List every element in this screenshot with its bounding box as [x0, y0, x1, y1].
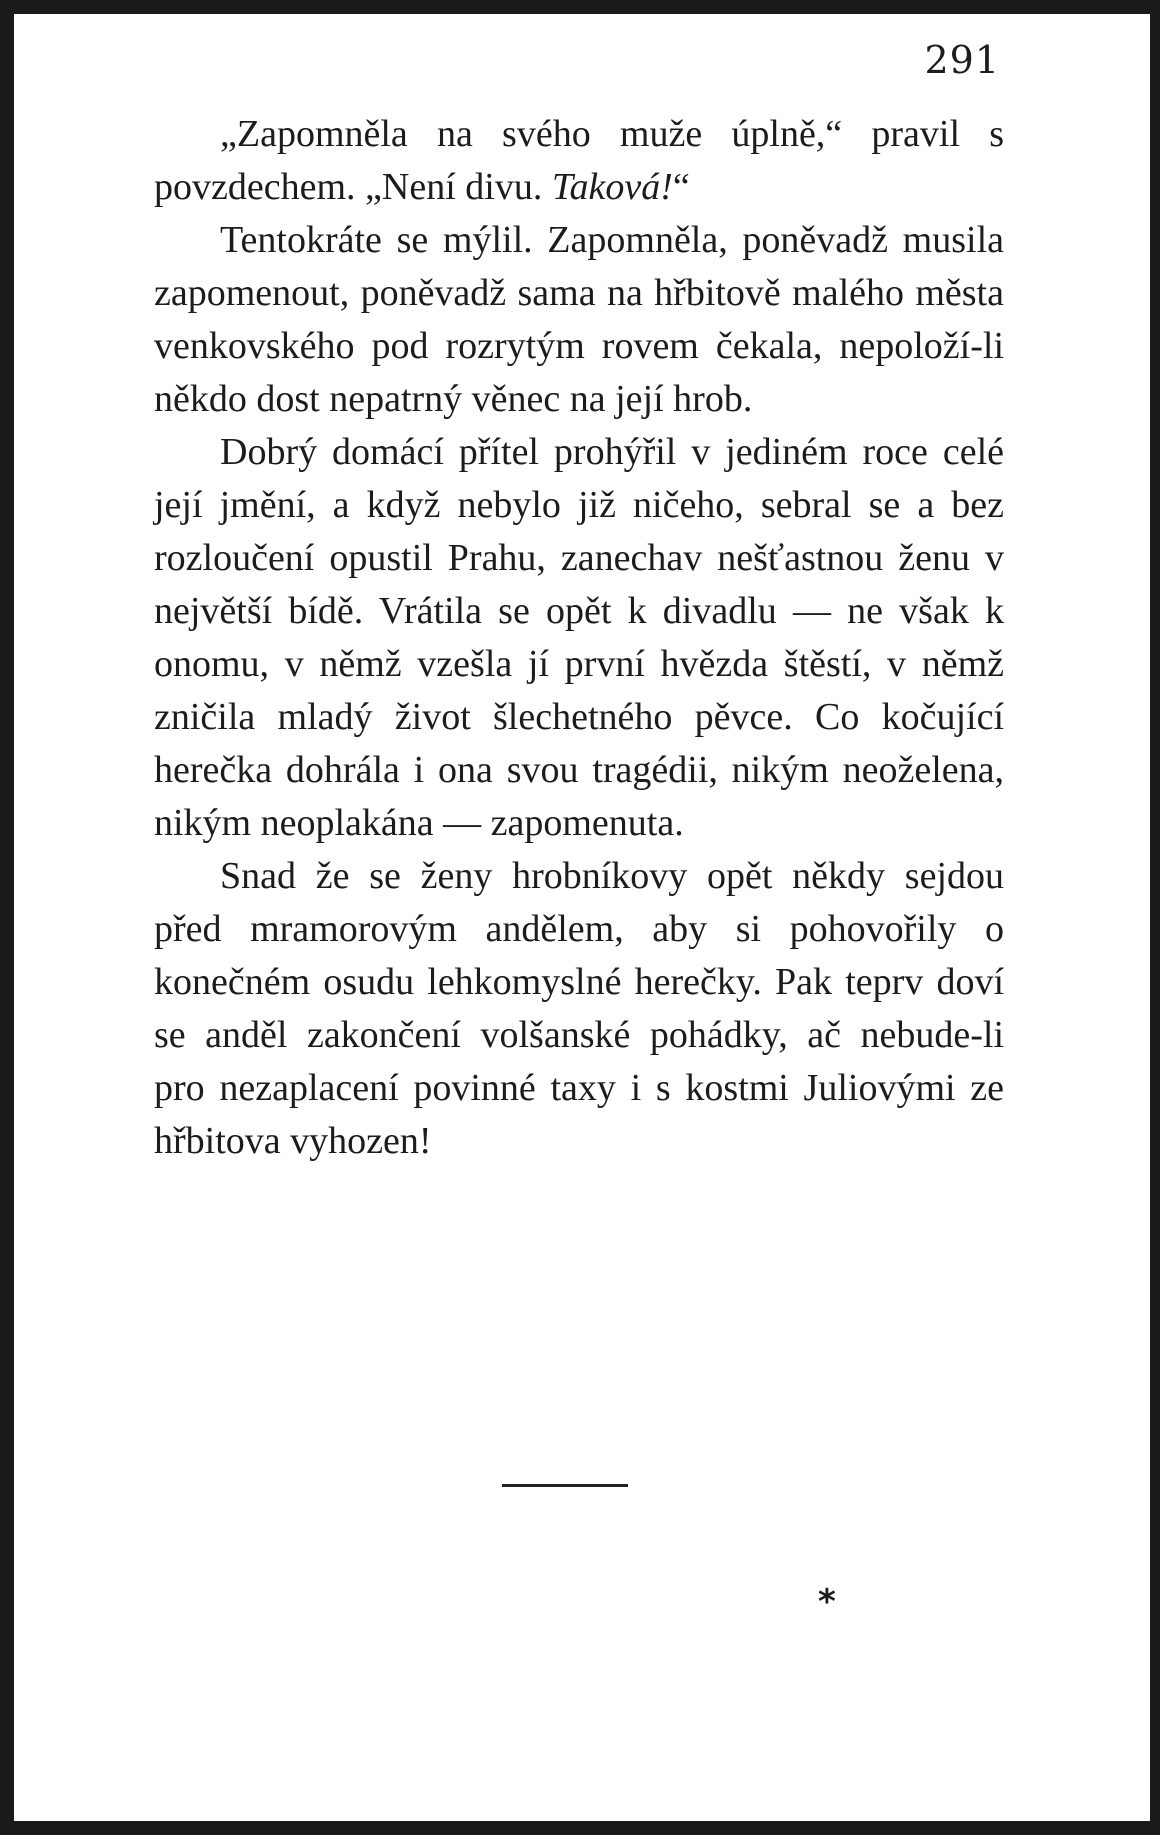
paragraph-1-emphasis: Taková! [551, 166, 673, 208]
page-number: 291 [924, 38, 1000, 82]
scan-border-right [1150, 0, 1160, 1835]
signature-asterisk: * [818, 1582, 836, 1622]
end-rule [502, 1484, 628, 1487]
scan-border-left [0, 0, 14, 1835]
body-text [154, 108, 1004, 1168]
paragraph-1-text: „Zapomněla na svého muže úplně,“ pravil s povzdechem. „Není divu. [154, 113, 1004, 208]
paragraph-3: Dobrý domácí přítel prohýřil v jediném roce celé její jmění, a když nebylo již ničeho, sebral se a bez rozloučení opustil Prahu, zanechav nešťastnou ženu v největší bídě. Vrátila se opět k divadlu — ne však k onomu, v němž vzešla jí první hvězda štěstí, v němž zničila mladý život šlechetného pěvce. Co kočující herečka dohrála i ona svou tragédii, nikým neoželena, nikým neoplakána — zapomenuta. [154, 431, 1004, 844]
paragraph-1-closing-quote: “ [672, 166, 690, 208]
scan-border-bottom [0, 1821, 1160, 1835]
scan-border-top [0, 0, 1160, 14]
paragraph-2: Tentokráte se mýlil. Zapomněla, poněvadž musila zapomenout, poněvadž sama na hřbitově malého města venkovského pod rozrytým rovem čekala, nepoloží-li někdo dost nepatrný věnec na její hrob. [154, 219, 1004, 420]
paragraph-4: Snad že se ženy hrobníkovy opět někdy sejdou před mramorovým andělem, aby si pohovořily o konečném osudu lehkomyslné herečky. Pak teprv doví se anděl zakončení volšanské pohádky, ač nebude-li pro nezaplacení povinné taxy i s kostmi Juliovými ze hřbitova vyhozen! [154, 855, 1004, 1162]
paragraph-1 [154, 108, 1004, 214]
